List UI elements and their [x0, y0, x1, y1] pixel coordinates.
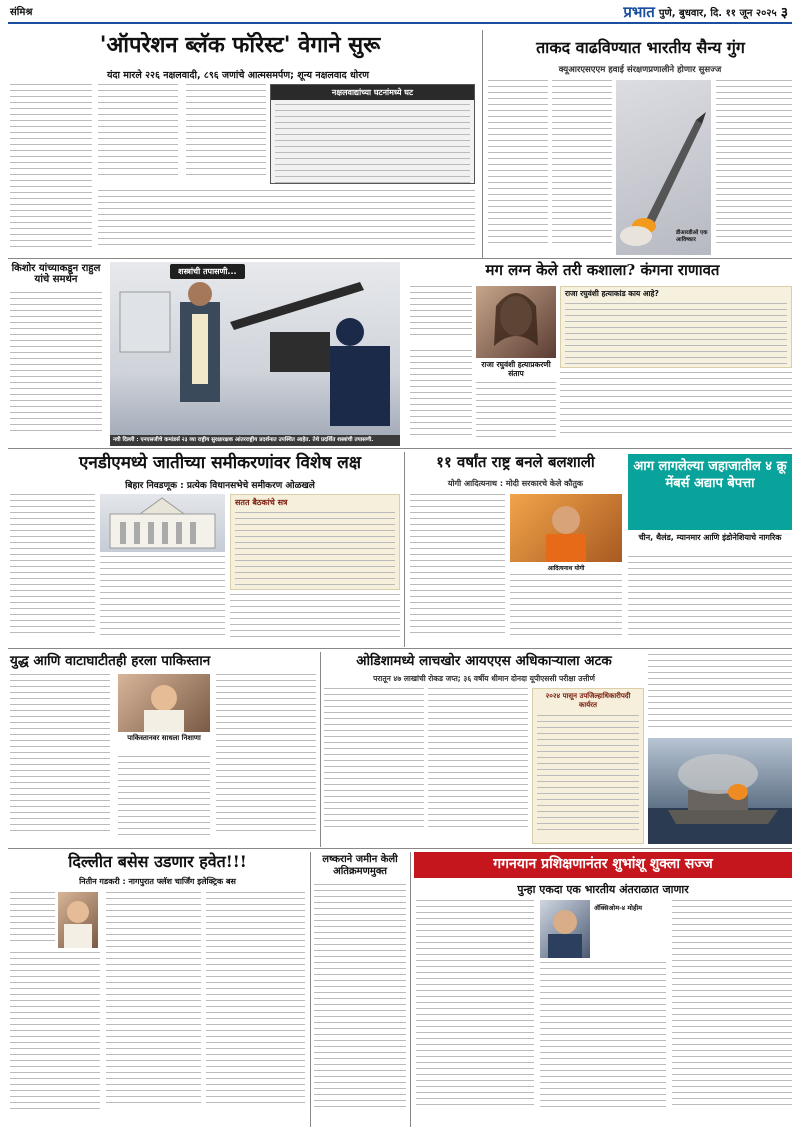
- s11-column-1: [10, 952, 100, 1124]
- s9-caption: पाकिस्तानवर साधला निशाणा: [127, 734, 201, 742]
- s13-photo: [540, 900, 590, 958]
- s6-sidebox: [230, 494, 400, 590]
- ship-icon: [648, 738, 792, 844]
- s5-column-1: [410, 350, 472, 444]
- divider: [482, 30, 483, 258]
- s8-body: [628, 556, 792, 644]
- s7-column-1: [410, 494, 505, 644]
- s11-lead: [10, 892, 55, 948]
- s6-column-2: [100, 556, 225, 644]
- s8-headline-box: [628, 454, 792, 530]
- s7-column-2: [510, 574, 622, 644]
- s2-column-3: [716, 80, 792, 255]
- s6-column-3: [230, 594, 400, 644]
- s10-headline: ओडिशामध्ये लाचखोर आयएएस अधिकाऱ्याला अटक: [356, 653, 612, 669]
- s3-body: [10, 292, 102, 444]
- s11-headline: दिल्लीत बसेस उडणार हवेत!!!: [68, 852, 247, 871]
- s13-headline: गगनयान प्रशिक्षणानंतर शुभांशू शुक्ला सज्ज: [493, 856, 713, 872]
- s6-headline: एनडीएमध्ये जातीच्या समीकरणांवर विशेष लक्ष: [78, 453, 362, 473]
- s11-column-3: [206, 892, 305, 1124]
- s5-lead: [410, 286, 472, 346]
- person-icon: [118, 674, 210, 732]
- s5-column-2: [476, 382, 556, 444]
- s5-portrait: [476, 286, 556, 358]
- section-label: संमिश्र: [10, 7, 33, 18]
- s5-image-caption: राजा रघुवंशी हत्याप्रकरणी संताप: [481, 360, 551, 378]
- s5-headline: मग लग्न केले तरी कशाला? कंगना राणावत: [485, 261, 720, 279]
- divider: [8, 648, 792, 649]
- s13-headline-box: [414, 852, 792, 878]
- dateline: पुणे, बुधवार, दि. ११ जून २०२५: [658, 8, 777, 19]
- s11-subheadline: नितीन गडकरी : नागपुरात फ्लॅश चार्जिंग इलेक्ट्रिक बस: [79, 877, 236, 886]
- s9-photo: [118, 674, 210, 732]
- s8-headline: आग लागलेल्या जहाजातील ४ क्रू मेंबर्स अद्याप बेपत्ता: [633, 459, 787, 491]
- s6-subheadline: बिहार निवडणूक : प्रत्येक विधानसभेचे समीकरण ओळखले: [125, 481, 315, 491]
- divider: [320, 652, 321, 847]
- s10-sidebox: [532, 688, 644, 844]
- s2-column-1: [488, 80, 548, 255]
- s13-column-3: [672, 900, 792, 1124]
- s2-subheadline: क्यूआरएसएएम हवाई संरक्षणप्रणालीने होणार सुसज्ज: [558, 65, 722, 75]
- s7-photo: [510, 494, 622, 562]
- s5-sidebox: [560, 286, 792, 368]
- s10-sidebox-title: २०२४ पासून उपजिल्हाधिकारीपदी कार्यरत: [545, 692, 631, 709]
- s9-column-1: [10, 674, 110, 844]
- gun-icon: [110, 262, 400, 446]
- divider: [8, 258, 792, 259]
- s9-headline: युद्ध आणि वाटाघाटीतही हरला पाकिस्तान: [10, 653, 211, 669]
- s6-sidebox-title: सतत बैठकांचे सत्र: [235, 498, 288, 507]
- paper-logo: प्रभात: [623, 3, 655, 21]
- s5-column-3: [560, 372, 792, 444]
- s4-banner: शस्त्रांची तपासणी...: [170, 264, 245, 279]
- s2-missile-photo: [616, 80, 711, 255]
- s7-caption: आदित्यनाथ योगी: [547, 565, 585, 572]
- s12-headline: लष्कराने जमीन केली अतिक्रमणमुक्त: [322, 854, 398, 877]
- s11-photo: [58, 892, 98, 948]
- s1-subheadline: यंदा मारले २२६ नक्षलवादी, ८९६ जणांचे आत्मसमर्पण; शून्य नक्षलवाद धोरण: [106, 70, 370, 81]
- s9-column-2: [118, 756, 210, 844]
- s5-sidebox-title: राजा रघुवंशी हत्याकांड काय आहे?: [565, 289, 659, 298]
- s10-column-2: [428, 688, 528, 844]
- s1-stat-box-title: नक्षलवाद्यांच्या घटनांमध्ये घट: [271, 85, 474, 100]
- s8-continued: [648, 654, 792, 734]
- s13-subheadline: पुन्हा एकदा एक भारतीय अंतराळात जाणार: [517, 883, 689, 896]
- divider: [8, 848, 792, 849]
- s6-column-1: [10, 494, 95, 644]
- s2-photo-caption: डीआरडीओ एक आविष्कार: [676, 230, 708, 243]
- page-number: ३: [780, 4, 788, 21]
- divider: [310, 852, 311, 1127]
- s1-headline: 'ऑपरेशन ब्लॅक फॉरेस्ट' वेगाने सुरू: [99, 32, 381, 58]
- astronaut-icon: [540, 900, 590, 958]
- s8-subheadline: चीन, थैलंड, म्यानमार आणि इंडोनेशियाचे नागरिक: [638, 533, 782, 542]
- s4-caption: नवी दिल्ली : एनएसजीचे कमांडर्स २३ व्या राष्ट्रीय सुरक्षारक्षक आंतरराष्ट्रीय प्रदर्शनात उपस्थित आहेत. तेथे प्रदर्शित शस्त्रांची तपासणी.: [110, 435, 400, 446]
- building-icon: [100, 494, 225, 552]
- s12-body: [314, 884, 406, 1124]
- s11-column-2: [106, 892, 201, 1124]
- s13-caption: अ‍ॅक्सिओम-४ मोहीम: [594, 904, 643, 912]
- s6-building-photo: [100, 494, 225, 552]
- s8-ship-photo: [648, 738, 792, 844]
- s13-column-2: [540, 962, 666, 1124]
- s1-stat-box: [270, 84, 475, 184]
- s13-column-1: [416, 900, 534, 1124]
- s2-headline: ताकद वाढविण्यात भारतीय सैन्य गुंग: [536, 38, 745, 57]
- s2-column-2: [552, 80, 612, 255]
- s1-lead-column: [10, 84, 92, 254]
- person-icon: [58, 892, 98, 948]
- header-rule: [8, 22, 792, 24]
- masthead: [623, 2, 788, 22]
- s1-column-2: [98, 84, 178, 184]
- divider: [8, 448, 792, 449]
- s4-photo: [110, 262, 400, 446]
- s1-continued-text: [98, 190, 475, 254]
- person-icon: [510, 494, 622, 562]
- s9-column-3: [216, 674, 316, 844]
- s1-column-3: [186, 84, 266, 184]
- s7-subheadline: योगी आदित्यनाथ : मोदी सरकारचे केले कौतुक: [447, 479, 584, 488]
- s3-headline: किशोर यांच्याकडून राहुल यांचे समर्थन: [11, 263, 101, 285]
- s10-column-1: [324, 688, 424, 844]
- missile-icon: [616, 80, 711, 255]
- divider: [404, 452, 405, 647]
- s10-subheadline: परातून ४७ लाखांची रोकड जप्त; ३६ वर्षीय धीमान दोनदा यूपीएससी परीक्षा उत्तीर्ण: [373, 674, 595, 683]
- person-icon: [476, 286, 556, 358]
- divider: [410, 852, 411, 1127]
- s7-headline: ११ वर्षांत राष्ट्र बनले बलशाली: [436, 453, 595, 471]
